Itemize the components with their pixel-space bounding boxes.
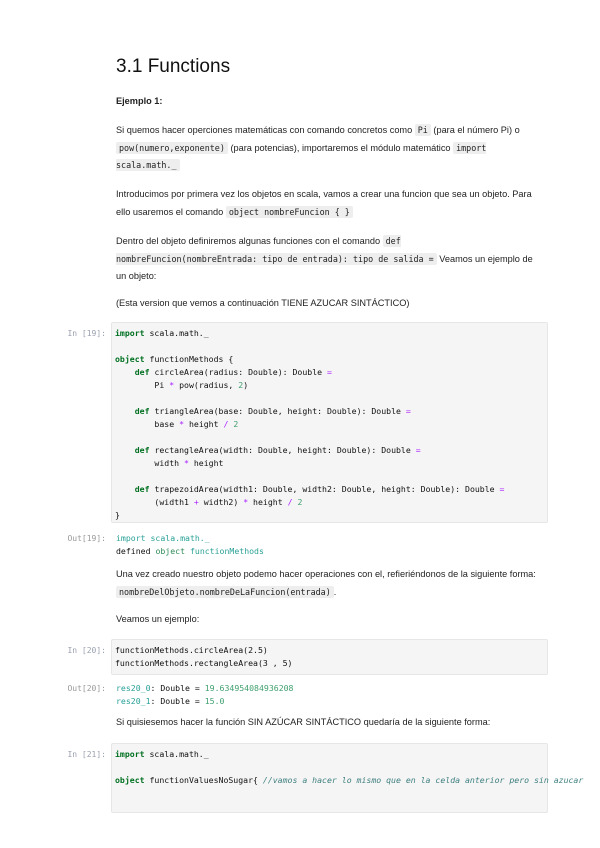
paragraph-example: Veamos un ejemplo: bbox=[116, 614, 200, 624]
code-cell-19[interactable] bbox=[111, 322, 548, 523]
paragraph-no-sugar: Si quisiesemos hacer la función SIN AZÚCAR SINTÁCTICO quedaría de la siguiente forma: bbox=[116, 717, 491, 727]
paragraph-math-import: Si quemos hacer operciones matemáticas con comando concretos como Pi (para el número Pi) o pow(numero,exponente) (para potencias), importaremos el módulo matemático import scala.math._ bbox=[116, 125, 520, 170]
code-cell-20[interactable] bbox=[111, 639, 548, 675]
paragraph-def: Dentro del objeto definiremos algunas funciones con el comando def nombreFuncion(nombreEntrada: tipo de entrada): tipo de salida = Veamos un ejemplo de un objeto: bbox=[116, 236, 533, 281]
cell-19-in-prompt: In [19]: bbox=[67, 329, 106, 338]
code-cell-21-source[interactable]: import scala.math._ object functionValuesNoSugar{ //vamos a hacer lo mismo que en la celda anterior pero sin azucar bbox=[115, 749, 584, 785]
paragraph-sugar-note: (Esta version que vemos a continuación TIENE AZUCAR SINTÁCTICO) bbox=[116, 298, 410, 308]
cell-19-output: import scala.math._ defined object functionMethods bbox=[116, 533, 264, 556]
paragraph-usage: Una vez creado nuestro objeto podemo hacer operaciones con el, refieriéndonos de la siguiente forma: nombreDelObjeto.nombreDeLaFuncion(entrada) . bbox=[116, 569, 536, 597]
cell-21-in-prompt: In [21]: bbox=[67, 750, 106, 759]
code-cell-21[interactable] bbox=[111, 743, 584, 813]
code-cell-20-source[interactable]: functionMethods.circleArea(2.5) functionMethods.rectangleArea(3 , 5) bbox=[115, 645, 293, 668]
cell-20-out-prompt: Out[20]: bbox=[67, 684, 106, 693]
cell-20-in-prompt: In [20]: bbox=[67, 646, 106, 655]
cell-19-out-prompt: Out[19]: bbox=[67, 534, 106, 543]
cell-20-output: res20_0: Double = 19.634954084936208 res20_1: Double = 15.0 bbox=[116, 683, 294, 706]
section-title: 3.1 Functions bbox=[116, 56, 231, 77]
code-cell-19-source[interactable]: import scala.math._ object functionMethods { def circleArea(radius: Double): Double = Pi * pow(radius, 2) def triangleArea(base: Double, height: Double): Double = base * height / 2 def rectangleArea(width: Double, height: Double): Double = width * height def trapezoidArea(width1: Double, width2: Double, height: Double): Double = (width1 + width2) * height / 2 } bbox=[115, 328, 505, 520]
paragraph-objects: Introducimos por primera vez los objetos en scala, vamos a crear una funcion que sea un objeto. Para ello usaremos el comando object nombreFuncion { } bbox=[116, 189, 532, 217]
example-heading: Ejemplo 1: bbox=[116, 96, 163, 106]
